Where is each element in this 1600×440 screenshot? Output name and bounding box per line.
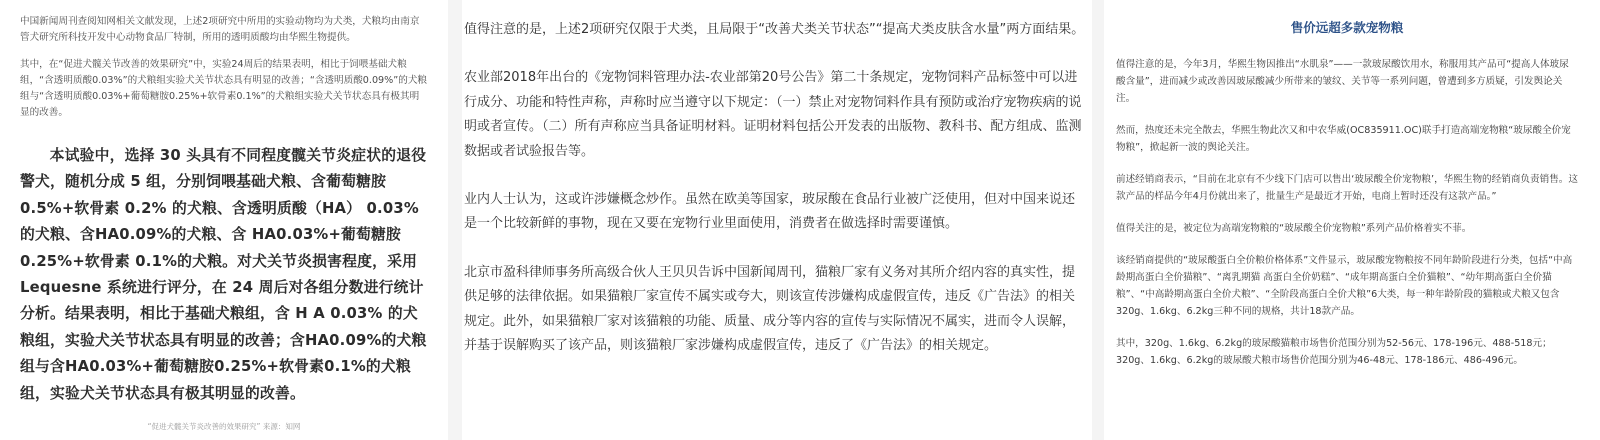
middle-paragraph: 北京市盈科律师事务所高级合伙人王贝贝告诉中国新闻周刊，猫粮厂家有义务对其所介绍内容的真实性，提供足够的法律依据。如果猫粮厂家宣传不属实或夸大，则该宣传涉嫌构成虚假宣传，违反《广告法》的相关规定。此外，如果猫粮厂家对该猫粮的功能、质量、成分等内容的宣传与实际情况不属实，进而令人误解，并基于误解购买了该产品，则该猫粮厂家涉嫌构成虚假宣传，违反了《广告法》的相关规定。 [464,264,1076,354]
left-paragraph-1: 中国新闻周刊查阅知网相关文献发现，上述2项研究中所用的实验动物均为犬类，犬粮均由南京管犬研究所科技开发中心动物食品厂特制，所用的透明质酸均由华熙生物提供。 [20,16,420,43]
panel-divider [448,0,462,440]
middle-paragraph: 值得注意的是，上述2项研究仅限于犬类，且局限于“改善犬类关节状态”“提高犬类皮肤含水量”两方面结果。 [464,22,1085,37]
middle-article-panel [464,0,1092,440]
right-paragraph: 前述经销商表示，“目前在北京有不少线下门店可以售出‘玻尿酸全价宠物粮’，华熙生物的经销商负责销售。这款产品的样品今年4月份就出来了，批量生产是最近才开始，电商上暂时还没有这款产品。” [1116,174,1578,202]
right-paragraph: 值得关注的是，被定位为高端宠物粮的“玻尿酸全价宠物粮”系列产品价格着实不菲。 [1116,223,1472,234]
middle-paragraph: 业内人士认为，这或许涉嫌概念炒作。虽然在欧美等国家，玻尿酸在食品行业被广泛使用，但对中国来说还是一个比较新鲜的事物，现在又要在宠物行业里面使用，消费者在做选择时需要谨慎。 [464,192,1076,232]
middle-paragraph: 农业部2018年出台的《宠物饲料管理办法-农业部第20号公告》第二十条规定，宠物饲料产品标签中可以进行成分、功能和特性声称，声称时应当遵守以下规定：（一）禁止对宠物饲料作具有预防或治疗宠物疾病的说明或者宣传。（二）所有声称应当具备证明材料。证明材料包括公开发表的出版物、教科书、配方组成、监测数据或者试验报告等。 [464,70,1082,159]
right-paragraph: 其中，320g、1.6kg、6.2kg的玻尿酸猫粮市场售价范围分别为52-56元、178-196元、488-518元；320g、1.6kg、6.2kg的玻尿酸犬粮市场售价范围分别为46-48元、178-186元、486-496元。 [1116,338,1552,366]
left-article-panel [0,0,448,440]
right-article-panel [1104,0,1600,440]
right-paragraph: 该经销商提供的“玻尿酸蛋白全价粮价格体系”文件显示，玻尿酸宠物粮按不同年龄阶段进行分类，包括“中高龄期高蛋白全价猫粮”、“离乳期猫 高蛋白全价奶糕”、“成年期高蛋白全价猫粮”、“幼年期高蛋白全价猫粮”、“中高龄期高蛋白全价犬粮”、“全阶段高蛋白全价犬粮”6大类，每一种年龄阶段的猫粮或犬粮又包含320g、1.6kg、6.2kg三种不同的规格，共计18款产品。 [1116,255,1573,317]
right-paragraph: 值得注意的是，今年3月，华熙生物因推出“水肌泉”——一款玻尿酸饮用水，称服用其产品可“提高人体玻尿酸含量”，进而减少或改善因玻尿酸减少所带来的皱纹、关节等一系列问题，曾遭到多方质疑，引发舆论关注。 [1116,59,1569,104]
left-paragraph-2: 其中，在“促进犬髋关节改善的效果研究”中，实验24周后的结果表明，相比于饲喂基础犬粮组，“含透明质酸0.03%”的犬粮组实验犬关节状态具有明显的改善；“含透明质酸0.09%”的犬粮组与“含透明质酸0.03%+葡萄糖胺0.25%+软骨素0.1%”的犬粮组实验犬关节状态具有极其明显的改善。 [20,59,428,118]
panel-divider [1092,0,1104,440]
research-excerpt: 本试验中，选择 30 头具有不同程度髋关节炎症状的退役警犬，随机分成 5 组，分别饲喂基础犬粮、含葡萄糖胺 0.5%+软骨素 0.2% 的犬粮、含透明质酸（HA） 0.03% 的犬粮、含HA0.09%的犬粮、含 HA0.03%+葡萄糖胺 0.25%+软骨素 0.1%的犬粮。对犬关节炎损害程度，采用 Lequesne 系统进行评分，在 24 周后对各组分数进行统计分析。结果表明，相比于基础犬粮组，含 H A 0.03% 的犬粮组，实验犬关节状态具有明显的改善；含HA0.09%的犬粮组与含HA0.03%+葡萄糖胺0.25%+软骨素0.1%的犬粮组，实验犬关节状态具有极其明显的改善。 [20,147,427,402]
excerpt-caption: “促进犬髋关节炎改善的效果研究” 来源：知网 [147,422,301,432]
section-heading: 售价远超多款宠物粮 [1290,20,1404,35]
right-paragraph: 然而，热度还未完全散去，华熙生物此次又和中农华威(OC835911.OC)联手打造高端宠物粮“玻尿酸全价宠物粮”，掀起新一波的舆论关注。 [1116,125,1571,153]
